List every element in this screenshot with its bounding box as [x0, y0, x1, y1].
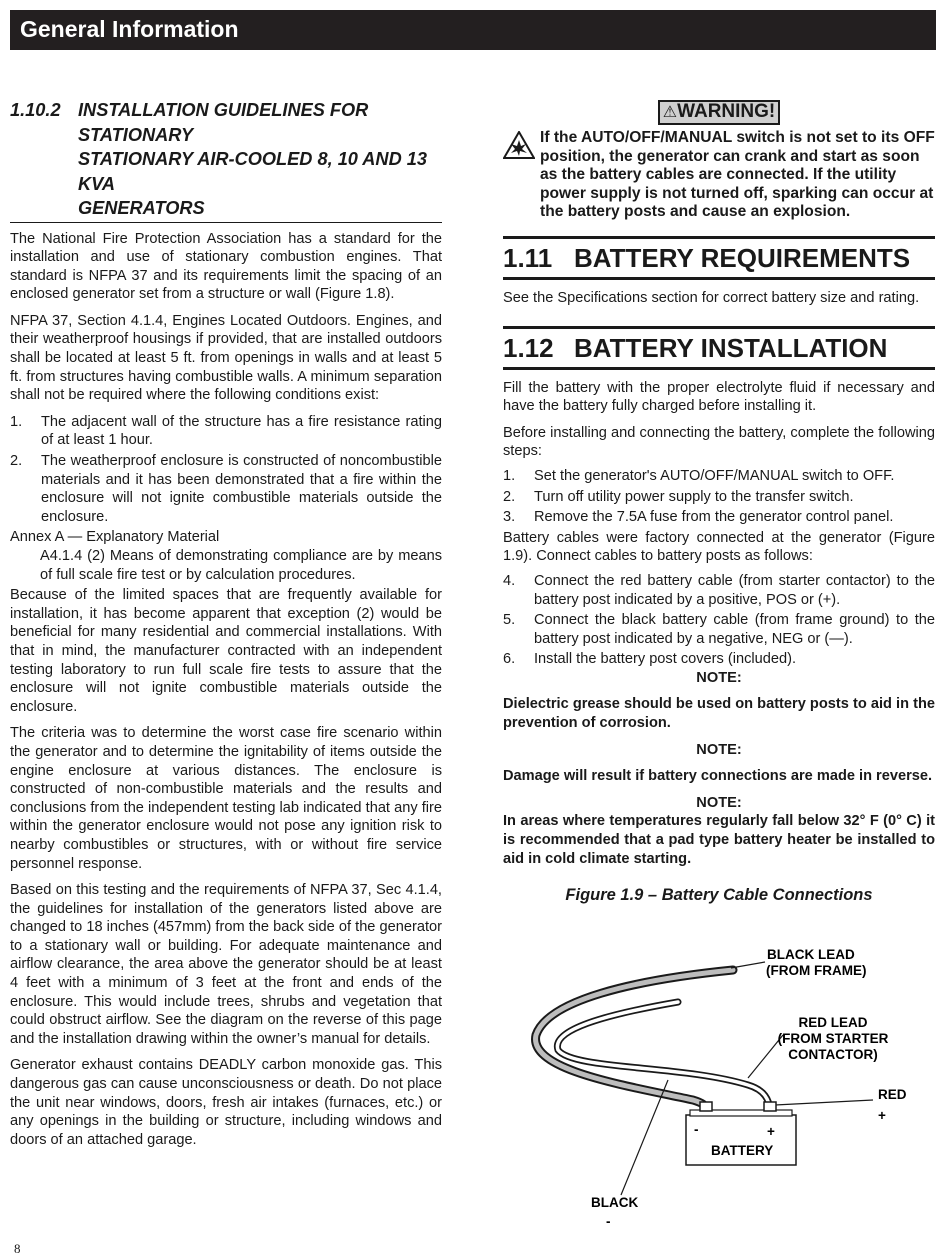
list-item: [503, 572, 935, 609]
red-lead-label-line-1: RED LEAD: [798, 1015, 868, 1030]
list-item-text: Set the generator's AUTO/OFF/MANUAL switch to OFF.: [534, 467, 895, 484]
battery-plus-label: +: [767, 1124, 775, 1139]
paragraph-exhaust: Generator exhaust contains DEADLY carbon monoxide gas. This dangerous gas can cause unconsciousness or death. Do not place the unit near windows, doors, fresh air intakes (furnaces, etc.) or any openings in the building or structure, including windows and doors of an attached garage.: [10, 1057, 442, 1148]
black-lead-label-line-1: BLACK LEAD: [767, 947, 855, 962]
list-item: [503, 467, 935, 486]
list-item: [10, 413, 442, 450]
red-post-label: RED: [878, 1087, 907, 1102]
list-item-number: 2.: [10, 453, 23, 470]
section-1-10-2-heading: [10, 98, 442, 223]
section-title-line-1: INSTALLATION GUIDELINES FOR STATIONARY: [78, 100, 369, 145]
list-item: [503, 611, 935, 648]
list-item-text: Remove the 7.5A fuse from the generator control panel.: [534, 509, 894, 526]
battery-label: BATTERY: [711, 1143, 774, 1158]
annex-text: A4.1.4 (2) Means of demonstrating compliance are by means of full scale fire test or by calculation procedures.: [40, 548, 442, 583]
list-item: [10, 452, 442, 526]
section-title-line-2: STATIONARY AIR-COOLED 8, 10 AND 13 KVA: [78, 149, 427, 194]
section-title: BATTERY REQUIREMENTS: [574, 242, 911, 273]
black-lead-leader: [731, 962, 765, 968]
positive-post: [764, 1102, 776, 1111]
note-reverse-connection: Damage will result if battery connections are made in reverse.: [503, 768, 933, 785]
header-bar: [10, 10, 936, 50]
black-lead-label-line-2: (FROM FRAME): [766, 963, 867, 978]
list-item-number: 5.: [503, 612, 516, 629]
section-number: 1.11: [503, 242, 553, 273]
section-1-12-heading: [503, 326, 935, 370]
black-lead-cable-inner: [536, 970, 733, 1110]
paragraph-nfpa-standard: The National Fire Protection Association has a standard for the installation and use of stationary combustion engines. That standard is NFPA 37 and its requirements limit the spacing of an enclosed generator set from a structure or wall (Figure 1.8).: [10, 230, 442, 303]
section-1-11-heading: [503, 236, 935, 280]
warning-label: WARNING!: [677, 101, 776, 122]
list-item: [503, 650, 935, 669]
list-item: [503, 508, 935, 527]
section-number: 1.12: [503, 332, 554, 363]
conditions-list: [10, 413, 442, 527]
list-item-number: 6.: [503, 651, 516, 668]
warning-header: [503, 100, 935, 125]
warning-text: If the AUTO/OFF/MANUAL switch is not set to its OFF position, the generator can crank and start as soon as the battery cables are connected. If the utility power supply is not turned off, sparking can occur at the battery posts and cause an explosion.: [540, 129, 935, 221]
warning-block: [503, 129, 935, 222]
list-item-text: Turn off utility power supply to the transfer switch.: [534, 488, 854, 505]
note-label: NOTE:: [696, 794, 742, 811]
annex-title: Annex A — Explanatory Material: [10, 529, 220, 546]
paragraph-nfpa-section: NFPA 37, Section 4.1.4, Engines Located Outdoors. Engines, and their weatherproof housings if provided, that are installed outdoors shall be located at least 5 ft. from openings in walls and at least 5 ft. from structures having combustible walls. A minimum separation shall not be required where the following conditions exist:: [10, 312, 442, 404]
paragraph-battery-cables: Battery cables were factory connected at the generator (Figure 1.9). Connect cables to battery posts as follows:: [503, 529, 935, 565]
note-label: NOTE:: [696, 741, 742, 758]
list-item-text: The adjacent wall of the structure has a fire resistance rating of at least 1 hour.: [41, 413, 442, 449]
list-item-number: 1.: [503, 467, 516, 484]
list-item-number: 1.: [10, 413, 23, 430]
negative-post: [700, 1102, 712, 1111]
note-battery-heater: In areas where temperatures regularly fall below 32° F (0° C) it is recommended that a pad type battery heater be installed to aid in cold climate starting.: [503, 813, 935, 867]
left-column: [10, 98, 442, 1157]
paragraph-limited-spaces: Because of the limited spaces that are frequently available for installation, it has become apparent that exception (2) would be beneficial for many residential and commercial installations. With that in mind, the manufacturer contracted with an independent testing laboratory to run full scale fire tests to assure that the enclosure will not ignite combustible materials outside the enclosure.: [10, 587, 442, 715]
steps-list-b: [503, 572, 935, 669]
paragraph-before-installing: Before installing and connecting the battery, complete the following steps:: [503, 424, 935, 460]
page-title: General Information: [20, 16, 239, 42]
black-post-leader: [621, 1080, 668, 1195]
page-number: 8: [14, 1241, 21, 1256]
red-lead-label-line-3: CONTACTOR): [788, 1047, 878, 1062]
paragraph-criteria: The criteria was to determine the worst case fire scenario within the generator and to determine the ignitability of items outside the engine enclosure at various distances. The enclosure is constructed of non-combustible materials and the results and conclusions from the independent testing lab indicated that any fire within the generator enclosure would not pose any ignition risk to nearby combustibles or structures, with or without fire service personnel response.: [10, 725, 442, 872]
section-title-line-3: GENERATORS: [78, 198, 205, 218]
steps-list-a: [503, 467, 935, 527]
list-item-number: 4.: [503, 572, 516, 589]
list-item: [503, 488, 935, 507]
figure-caption: Figure 1.9 – Battery Cable Connections: [565, 886, 873, 905]
list-item-text: The weatherproof enclosure is constructed of noncombustible materials and it has been demonstrated that a fire within the enclosure will not ignite combustible materials outside the enclosure.: [41, 453, 442, 525]
black-minus-symbol: -: [606, 1214, 611, 1229]
list-item-number: 2.: [503, 488, 516, 505]
explosion-hazard-icon: [503, 131, 535, 159]
warning-triangle-icon: ⚠: [662, 104, 678, 121]
black-post-label: BLACK: [591, 1195, 639, 1210]
list-item-text: Install the battery post covers (included).: [534, 651, 797, 668]
list-item-number: 3.: [503, 509, 516, 526]
note-dielectric-grease: Dielectric grease should be used on battery posts to aid in the prevention of corrosion.: [503, 696, 935, 732]
red-lead-label-line-2: (FROM STARTER: [777, 1031, 889, 1046]
section-number: 1.10.2: [10, 100, 61, 120]
note-label: NOTE:: [696, 669, 742, 686]
paragraph-battery-requirements: See the Specifications section for correct battery size and rating.: [503, 289, 920, 306]
section-title: BATTERY INSTALLATION: [574, 332, 888, 363]
list-item-text: Connect the black battery cable (from frame ground) to the battery post indicated by a negative, NEG or (—).: [534, 612, 935, 647]
battery-minus-label: -: [694, 1122, 699, 1137]
red-plus-symbol: +: [878, 1108, 886, 1123]
paragraph-guidelines: Based on this testing and the requirements of NFPA 37, Sec 4.1.4, the guidelines for installation of the generators listed above are changed to 18 inches (457mm) from the back side of the generator to a stationary wall or building. For adequate maintenance and airflow clearance, the area above the generator should be at least 4 feet with a minimum of 3 feet at the front and ends of the enclosure. This would include trees, shrubs and vegetation that could obstruct airflow. See the diagram on the reverse of this page and the installation drawing within the owner’s manual for details.: [10, 882, 442, 1047]
list-item-text: Connect the red battery cable (from starter contactor) to the battery post indicated by a positive, POS or (+).: [534, 572, 935, 608]
right-column: [503, 100, 935, 905]
paragraph-fill-battery: Fill the battery with the proper electrolyte fluid if necessary and have the battery fully charged before installing it.: [503, 379, 935, 415]
section-title: [78, 98, 442, 221]
red-post-leader: [775, 1100, 873, 1105]
battery-cable-diagram: [503, 940, 935, 1240]
warning-label-box: [658, 100, 781, 125]
